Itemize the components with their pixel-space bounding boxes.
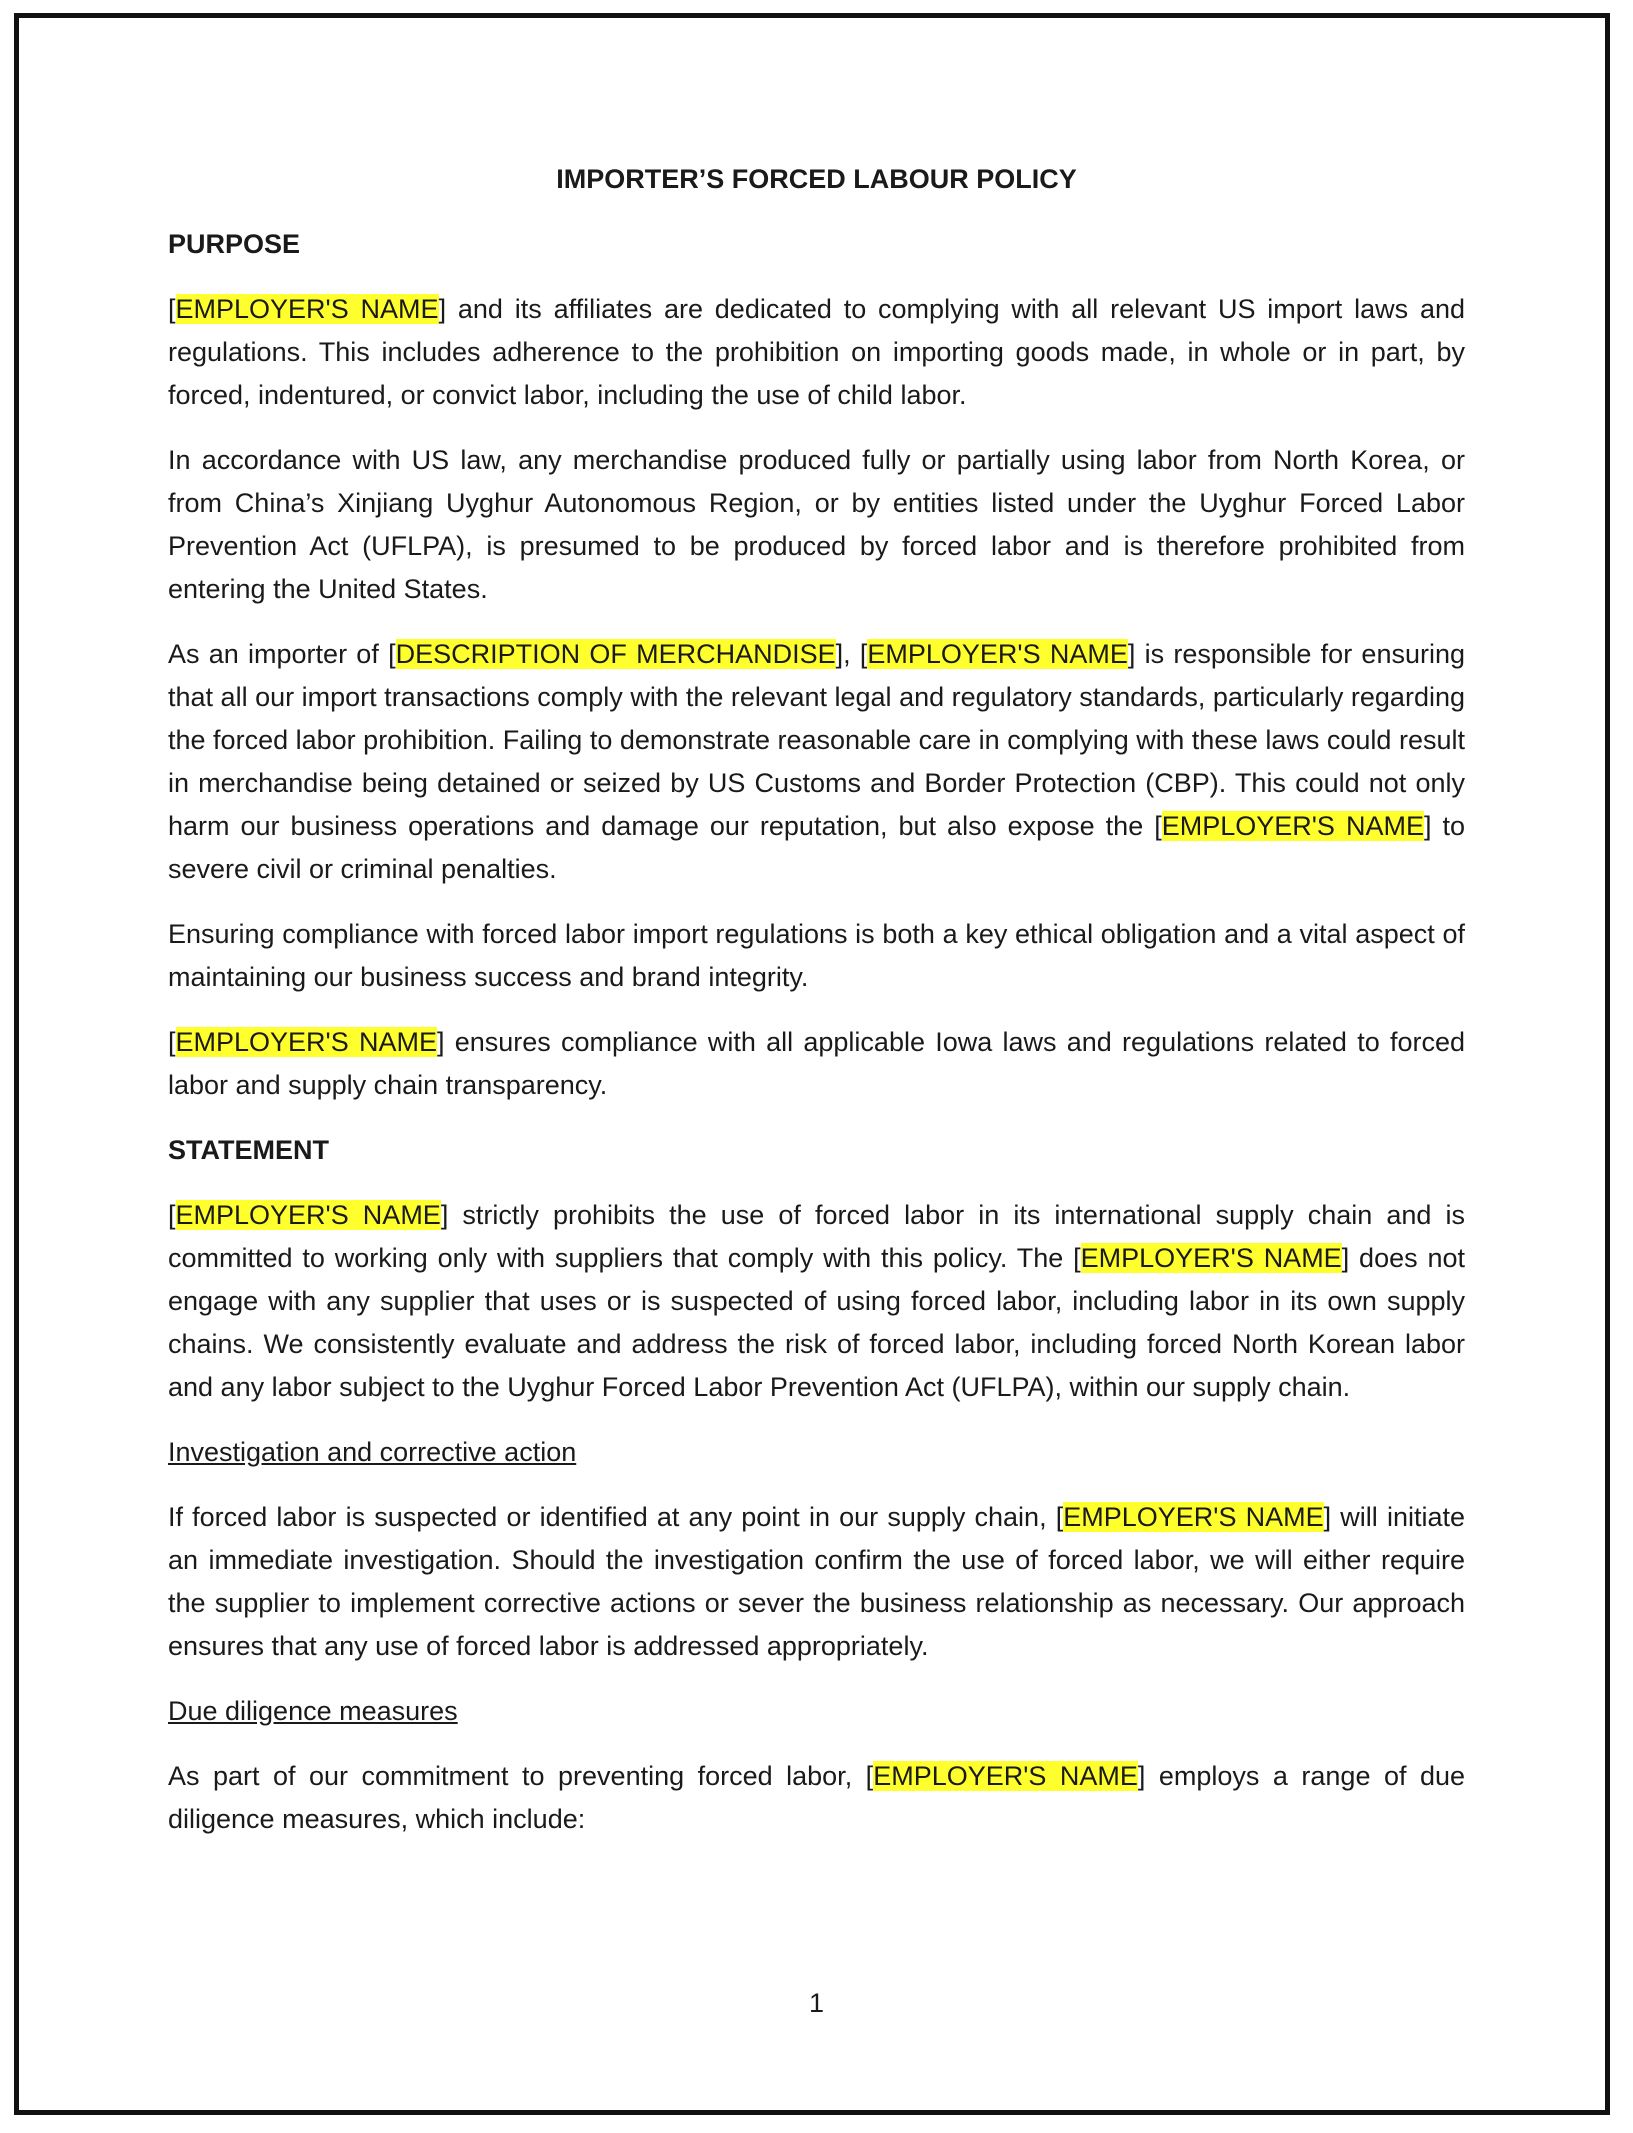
paragraph-investigation	[168, 1496, 1465, 1668]
text-run: If forced labor is suspected or identified at any point in our supply chain, [	[168, 1502, 1064, 1532]
paragraph-us-law: In accordance with US law, any merchandise produced fully or partially using labor from North Korea, or from China’s Xinjiang Uyghur Autonomous Region, or by entities listed under the Uyghur Forced Labor Prevention Act (UFLPA), is presumed to be produced by forced labor and is therefore prohibited from entering the United States.	[168, 445, 1465, 604]
section-heading-statement: STATEMENT	[168, 1135, 329, 1165]
page-number: 1	[808, 1988, 825, 2018]
text-run: [	[168, 1027, 176, 1057]
document-body	[168, 158, 1465, 1863]
paragraph-statement	[168, 1194, 1465, 1409]
subheading-investigation: Investigation and corrective action	[168, 1437, 577, 1467]
text-run: ] is responsible for ensuring that all our import transactions comply with the relevant legal and regulatory standards, particularly regarding the forced labor prohibition. Failing to demonstrate reasonable care in complying with these laws could result in merchandise being detained or seized by US Customs and Border Protection (CBP). This could not only harm our business operations and damage our reputation, but also expose the [	[168, 639, 1465, 841]
paragraph-due-diligence	[168, 1755, 1465, 1841]
paragraph-ethical-obligation: Ensuring compliance with forced labor import regulations is both a key ethical obligation and a vital aspect of maintaining our business success and brand integrity.	[168, 919, 1465, 992]
text-run: [	[168, 294, 176, 324]
placeholder-employer-name: EMPLOYER'S NAME	[1063, 1502, 1324, 1532]
subheading-due-diligence: Due diligence measures	[168, 1696, 458, 1726]
text-run: ] ensures compliance with all applicable Iowa laws and regulations related to forced labor and supply chain transparency.	[168, 1027, 1465, 1100]
placeholder-employer-name: EMPLOYER'S NAME	[873, 1761, 1138, 1791]
text-run: ] strictly prohibits the use of forced labor in its international supply chain and is committed to working only with suppliers that comply with this policy. The [	[168, 1200, 1465, 1273]
text-run: ] employs a range of due diligence measures, which include:	[168, 1761, 1466, 1834]
paragraph-iowa-compliance	[168, 1021, 1465, 1107]
document-title: IMPORTER’S FORCED LABOUR POLICY	[556, 164, 1077, 194]
text-run: ] does not engage with any supplier that uses or is suspected of using forced labor, including labor in its own supply chains. We consistently evaluate and address the risk of forced labor, including forced North Korean labor and any labor subject to the Uyghur Forced Labor Prevention Act (UFLPA), within our supply chain.	[168, 1243, 1466, 1402]
paragraph-purpose-intro	[168, 288, 1465, 417]
placeholder-employer-name: EMPLOYER'S NAME	[175, 294, 439, 324]
text-run: ] and its affiliates are dedicated to complying with all relevant US import laws and regulations. This includes adherence to the prohibition on importing goods made, in whole or in part, by forced, indentured, or convict labor, including the use of child labor.	[168, 294, 1465, 410]
placeholder-employer-name: EMPLOYER'S NAME	[175, 1027, 437, 1057]
text-run: ] will initiate an immediate investigation. Should the investigation confirm the use of forced labor, we will either require the supplier to implement corrective actions or sever the business relationship as necessary. Our approach ensures that any use of forced labor is addressed appropriately.	[168, 1502, 1465, 1661]
text-run: ], [	[835, 639, 868, 669]
text-run: As an importer of [	[168, 639, 396, 669]
placeholder-employer-name: EMPLOYER'S NAME	[175, 1200, 441, 1230]
text-run: As part of our commitment to preventing forced labor, [	[168, 1761, 874, 1791]
paragraph-importer-responsibility	[168, 633, 1465, 891]
placeholder-employer-name: EMPLOYER'S NAME	[1161, 811, 1424, 841]
placeholder-merchandise-description: DESCRIPTION OF MERCHANDISE	[395, 639, 836, 669]
section-heading-purpose: PURPOSE	[168, 229, 301, 259]
placeholder-employer-name: EMPLOYER'S NAME	[1080, 1243, 1342, 1273]
text-run: [	[168, 1200, 176, 1230]
text-run: ] to severe civil or criminal penalties.	[168, 811, 1465, 884]
placeholder-employer-name: EMPLOYER'S NAME	[867, 639, 1128, 669]
